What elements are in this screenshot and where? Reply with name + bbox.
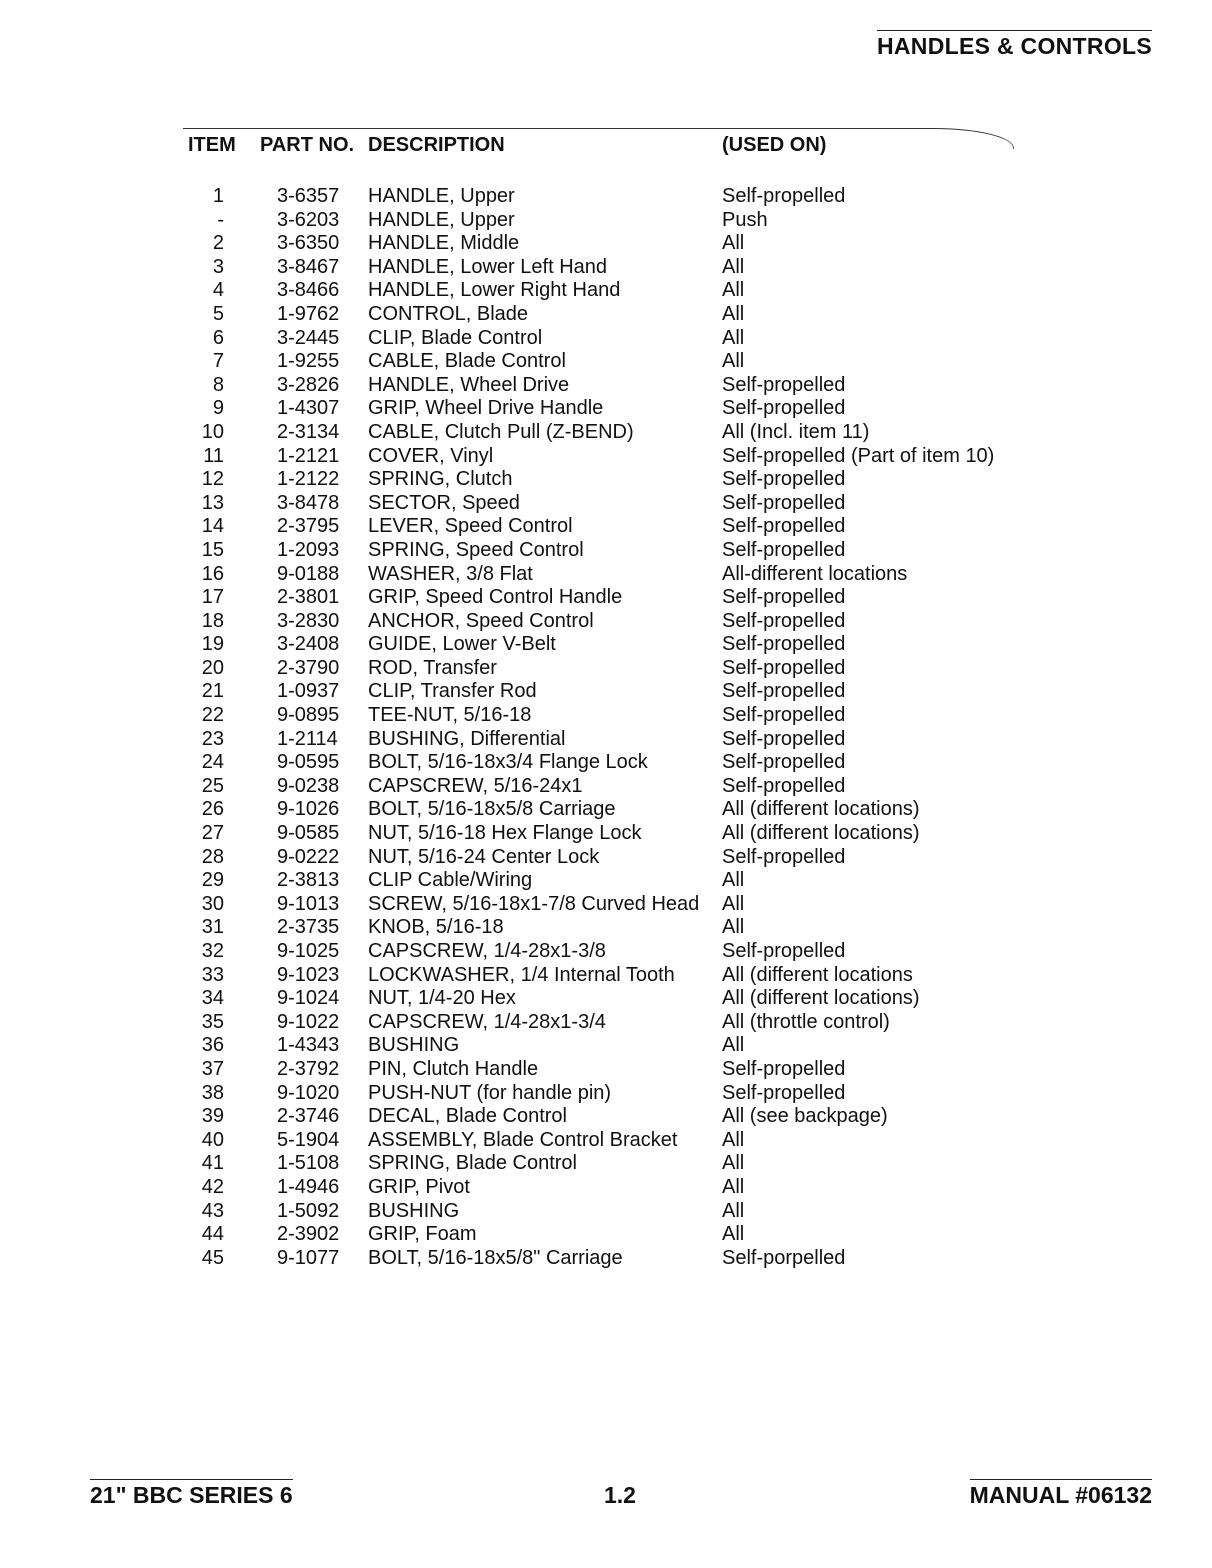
part-item-number: 7 [212, 350, 224, 373]
part-used-on: Self-propelled [722, 751, 846, 774]
part-item-number: 4 [212, 279, 224, 302]
part-description: BOLT, 5/16-18x5/8 Carriage [368, 798, 616, 821]
part-used-on: Self-propelled [722, 468, 846, 491]
part-item-number: 19 [201, 633, 224, 656]
part-used-on: All [722, 350, 745, 373]
part-number: 3-6203 [277, 208, 340, 231]
part-number: 1-5108 [277, 1152, 340, 1175]
part-number: 1-2093 [277, 538, 340, 561]
part-item-number: 22 [201, 704, 224, 727]
part-item-number: 28 [201, 845, 224, 868]
part-used-on: Self-propelled [722, 1081, 846, 1104]
part-description: TEE-NUT, 5/16-18 [368, 704, 532, 727]
table-row [0, 374, 1212, 398]
part-description: HANDLE, Lower Right Hand [368, 279, 621, 302]
part-item-number: 3 [212, 255, 224, 278]
part-item-number: 26 [201, 798, 224, 821]
part-used-on: Self-propelled [722, 491, 846, 514]
part-number: 1-9255 [277, 350, 340, 373]
part-used-on: All [722, 1199, 745, 1222]
part-used-on: All [722, 1128, 745, 1151]
part-number: 3-2826 [277, 373, 340, 396]
part-used-on: All (throttle control) [722, 1010, 890, 1033]
part-number: 1-9762 [277, 302, 340, 325]
part-item-number: 17 [201, 586, 224, 609]
part-description: SCREW, 5/16-18x1-7/8 Curved Head [368, 892, 700, 915]
part-item-number: 25 [201, 774, 224, 797]
part-used-on: All [722, 279, 745, 302]
part-item-number: 31 [201, 916, 224, 939]
part-item-number: 20 [201, 656, 224, 679]
part-used-on: All [722, 869, 745, 892]
column-header-item: ITEM [188, 134, 236, 156]
table-row [0, 232, 1212, 256]
part-description: HANDLE, Lower Left Hand [368, 255, 608, 278]
part-used-on: All (different locations) [722, 822, 920, 845]
part-used-on: Self-propelled [722, 774, 846, 797]
table-row [0, 515, 1212, 539]
table-row [0, 256, 1212, 280]
table-row [0, 869, 1212, 893]
part-item-number: - [217, 208, 224, 231]
table-row [0, 633, 1212, 657]
part-description: BOLT, 5/16-18x5/8" Carriage [368, 1246, 623, 1269]
part-item-number: 35 [201, 1010, 224, 1033]
table-row [0, 1105, 1212, 1129]
part-description: WASHER, 3/8 Flat [368, 562, 533, 585]
part-item-number: 39 [201, 1105, 224, 1128]
table-row [0, 893, 1212, 917]
part-used-on: All [722, 1175, 745, 1198]
part-number: 3-6357 [277, 185, 340, 207]
table-row [0, 445, 1212, 469]
part-number: 9-0222 [277, 845, 340, 868]
part-item-number: 42 [201, 1175, 224, 1198]
table-row [0, 492, 1212, 516]
part-description: NUT, 5/16-18 Hex Flange Lock [368, 822, 642, 845]
part-number: 3-6350 [277, 232, 340, 255]
part-used-on: All [722, 916, 745, 939]
part-number: 2-3134 [277, 420, 340, 443]
part-item-number: 8 [212, 373, 224, 396]
table-row [0, 586, 1212, 610]
part-used-on: Self-propelled [722, 373, 846, 396]
table-row [0, 964, 1212, 988]
part-description: HANDLE, Upper [368, 208, 515, 231]
part-description: SPRING, Blade Control [368, 1152, 577, 1175]
part-used-on: Push [722, 208, 768, 231]
part-item-number: 30 [201, 892, 224, 915]
footer-manual-number: MANUAL #06132 [970, 1479, 1152, 1509]
part-used-on: All [722, 1223, 745, 1246]
part-description: KNOB, 5/16-18 [368, 916, 504, 939]
part-item-number: 44 [201, 1223, 224, 1246]
part-number: 9-1022 [277, 1010, 340, 1033]
part-description: DECAL, Blade Control [368, 1105, 567, 1128]
table-row [0, 279, 1212, 303]
table-row [0, 1129, 1212, 1153]
part-item-number: 6 [212, 326, 224, 349]
part-description: GUIDE, Lower V-Belt [368, 633, 556, 656]
part-number: 5-1904 [277, 1128, 340, 1151]
part-used-on: Self-propelled [722, 845, 846, 868]
part-item-number: 43 [201, 1199, 224, 1222]
part-number: 1-4307 [277, 397, 340, 420]
part-description: PUSH-NUT (for handle pin) [368, 1081, 612, 1104]
part-item-number: 37 [201, 1057, 224, 1080]
part-number: 3-8467 [277, 255, 340, 278]
part-description: SECTOR, Speed [368, 491, 520, 514]
part-used-on: Self-propelled [722, 515, 846, 538]
table-row [0, 775, 1212, 799]
part-number: 1-2114 [277, 727, 338, 750]
table-row [0, 1152, 1212, 1176]
table-row [0, 1200, 1212, 1224]
part-item-number: 5 [212, 302, 224, 325]
table-row [0, 1011, 1212, 1035]
part-description: CAPSCREW, 1/4-28x1-3/8 [368, 940, 606, 962]
part-number: 9-1024 [277, 987, 340, 1010]
part-item-number: 15 [201, 538, 224, 561]
part-number: 9-1023 [277, 963, 340, 986]
column-header-part-no: PART NO. [260, 134, 355, 156]
table-row [0, 751, 1212, 775]
part-description: CABLE, Blade Control [368, 350, 566, 373]
part-used-on: Self-propelled [722, 727, 846, 750]
part-item-number: 10 [201, 420, 224, 443]
part-description: GRIP, Pivot [368, 1175, 470, 1198]
part-number: 2-3902 [277, 1223, 340, 1246]
part-description: ASSEMBLY, Blade Control Bracket [368, 1128, 678, 1151]
parts-table [0, 185, 1212, 1270]
part-used-on: All (see backpage) [722, 1105, 888, 1128]
column-header-description: DESCRIPTION [368, 134, 505, 156]
part-number: 2-3795 [277, 515, 340, 538]
part-description: PIN, Clutch Handle [368, 1057, 539, 1080]
table-row [0, 916, 1212, 940]
footer-model: 21" BBC SERIES 6 [90, 1479, 293, 1509]
table-row [0, 563, 1212, 587]
part-number: 1-2122 [277, 468, 340, 491]
part-used-on: Self-propelled [722, 185, 846, 207]
part-number: 9-0595 [277, 751, 340, 774]
part-number: 1-0937 [277, 680, 340, 703]
part-item-number: 34 [201, 987, 224, 1010]
part-description: CLIP, Blade Control [368, 326, 543, 349]
part-item-number: 2 [212, 232, 224, 255]
part-used-on: Self-propelled [722, 633, 846, 656]
part-item-number: 16 [201, 562, 224, 585]
part-item-number: 24 [201, 751, 224, 774]
part-description: NUT, 5/16-24 Center Lock [368, 845, 600, 868]
part-description: SPRING, Clutch [368, 468, 513, 491]
part-description: BUSHING [368, 1034, 460, 1057]
part-number: 9-1025 [277, 940, 340, 962]
part-number: 1-2121 [277, 444, 340, 467]
table-row [0, 350, 1212, 374]
part-description: CONTROL, Blade [368, 302, 529, 325]
table-row [0, 728, 1212, 752]
table-row [0, 1082, 1212, 1106]
part-item-number: 33 [201, 963, 224, 986]
table-row [0, 468, 1212, 492]
part-item-number: 12 [201, 468, 224, 491]
part-description: CAPSCREW, 5/16-24x1 [368, 774, 583, 797]
table-row [0, 397, 1212, 421]
table-row [0, 1058, 1212, 1082]
part-description: CAPSCREW, 1/4-28x1-3/4 [368, 1010, 606, 1033]
part-used-on: Self-propelled [722, 397, 846, 420]
part-description: BOLT, 5/16-18x3/4 Flange Lock [368, 751, 648, 774]
part-description: SPRING, Speed Control [368, 538, 584, 561]
part-used-on: All [722, 232, 745, 255]
part-number: 3-2830 [277, 609, 340, 632]
part-description: GRIP, Foam [368, 1223, 477, 1246]
table-row [0, 421, 1212, 445]
part-number: 2-3813 [277, 869, 340, 892]
part-used-on: All [722, 1034, 745, 1057]
part-number: 9-0188 [277, 562, 340, 585]
part-used-on: Self-propelled [722, 680, 846, 703]
part-item-number: 9 [212, 397, 224, 420]
part-used-on: Self-propelled [722, 538, 846, 561]
table-row [0, 327, 1212, 351]
part-number: 2-3792 [277, 1057, 340, 1080]
part-number: 9-1026 [277, 798, 340, 821]
page-number: 1.2 [604, 1482, 636, 1508]
table-row [0, 539, 1212, 563]
part-used-on: Self-propelled (Part of item 10) [722, 444, 995, 467]
table-row [0, 1223, 1212, 1247]
part-item-number: 11 [203, 444, 224, 467]
part-number: 9-1020 [277, 1081, 340, 1104]
part-used-on: Self-propelled [722, 940, 846, 962]
part-used-on: All [722, 1152, 745, 1175]
part-description: ROD, Transfer [368, 656, 497, 679]
part-item-number: 27 [201, 822, 224, 845]
table-row [0, 846, 1212, 870]
table-row [0, 1176, 1212, 1200]
part-item-number: 14 [201, 515, 224, 538]
part-item-number: 40 [201, 1128, 224, 1151]
part-item-number: 41 [201, 1152, 224, 1175]
part-item-number: 45 [201, 1246, 224, 1269]
part-description: LOCKWASHER, 1/4 Internal Tooth [368, 963, 675, 986]
part-used-on: Self-propelled [722, 704, 846, 727]
part-number: 2-3801 [277, 586, 340, 609]
part-description: COVER, Vinyl [368, 444, 494, 467]
part-used-on: All [722, 255, 745, 278]
part-number: 3-2445 [277, 326, 340, 349]
table-header [0, 134, 1212, 162]
part-description: GRIP, Wheel Drive Handle [368, 397, 604, 420]
part-number: 3-8466 [277, 279, 340, 302]
part-number: 1-4343 [277, 1034, 340, 1057]
part-description: CABLE, Clutch Pull (Z-BEND) [368, 420, 634, 443]
part-number: 1-5092 [277, 1199, 340, 1222]
part-description: BUSHING [368, 1199, 460, 1222]
part-description: BUSHING, Differential [368, 727, 566, 750]
part-used-on: All [722, 326, 745, 349]
part-number: 9-0895 [277, 704, 340, 727]
part-number: 2-3735 [277, 916, 340, 939]
part-description: CLIP, Transfer Rod [368, 680, 537, 703]
part-description: HANDLE, Wheel Drive [368, 373, 570, 396]
part-used-on: All (Incl. item 11) [722, 420, 870, 443]
part-item-number: 1 [212, 185, 224, 207]
part-used-on: All (different locations) [722, 987, 920, 1010]
table-row [0, 610, 1212, 634]
part-used-on: Self-propelled [722, 656, 846, 679]
table-row [0, 940, 1212, 964]
part-item-number: 29 [201, 869, 224, 892]
table-row [0, 209, 1212, 233]
part-used-on: Self-propelled [722, 586, 846, 609]
part-used-on: Self-propelled [722, 1057, 846, 1080]
table-row [0, 798, 1212, 822]
part-description: LEVER, Speed Control [368, 515, 573, 538]
part-number: 2-3746 [277, 1105, 340, 1128]
part-number: 9-1077 [277, 1246, 340, 1269]
page-title: HANDLES & CONTROLS [877, 30, 1152, 60]
table-row [0, 185, 1212, 209]
table-row [0, 1247, 1212, 1271]
table-row [0, 1034, 1212, 1058]
table-row [0, 704, 1212, 728]
table-row [0, 303, 1212, 327]
part-used-on: Self-propelled [722, 609, 846, 632]
part-used-on: All (different locations [722, 963, 913, 986]
part-item-number: 13 [201, 491, 224, 514]
part-item-number: 21 [201, 680, 224, 703]
part-used-on: All-different locations [722, 562, 908, 585]
part-description: GRIP, Speed Control Handle [368, 586, 623, 609]
part-description: CLIP Cable/Wiring [368, 869, 533, 892]
part-description: HANDLE, Middle [368, 232, 520, 255]
part-number: 9-1013 [277, 892, 340, 915]
table-row [0, 680, 1212, 704]
part-item-number: 23 [201, 727, 224, 750]
table-row [0, 987, 1212, 1011]
part-item-number: 38 [201, 1081, 224, 1104]
table-row [0, 822, 1212, 846]
part-number: 9-0238 [277, 774, 340, 797]
part-description: HANDLE, Upper [368, 185, 515, 207]
part-item-number: 36 [201, 1034, 224, 1057]
part-item-number: 18 [201, 609, 224, 632]
part-used-on: All (different locations) [722, 798, 920, 821]
part-used-on: All [722, 302, 745, 325]
part-used-on: All [722, 892, 745, 915]
part-number: 2-3790 [277, 656, 340, 679]
part-number: 3-8478 [277, 491, 340, 514]
part-description: ANCHOR, Speed Control [368, 609, 594, 632]
part-number: 1-4946 [277, 1175, 340, 1198]
part-number: 9-0585 [277, 822, 340, 845]
part-item-number: 32 [201, 940, 224, 962]
table-row [0, 657, 1212, 681]
part-used-on: Self-porpelled [722, 1246, 846, 1269]
part-description: NUT, 1/4-20 Hex [368, 987, 516, 1010]
part-number: 3-2408 [277, 633, 340, 656]
column-header-used-on: (USED ON) [722, 134, 827, 156]
